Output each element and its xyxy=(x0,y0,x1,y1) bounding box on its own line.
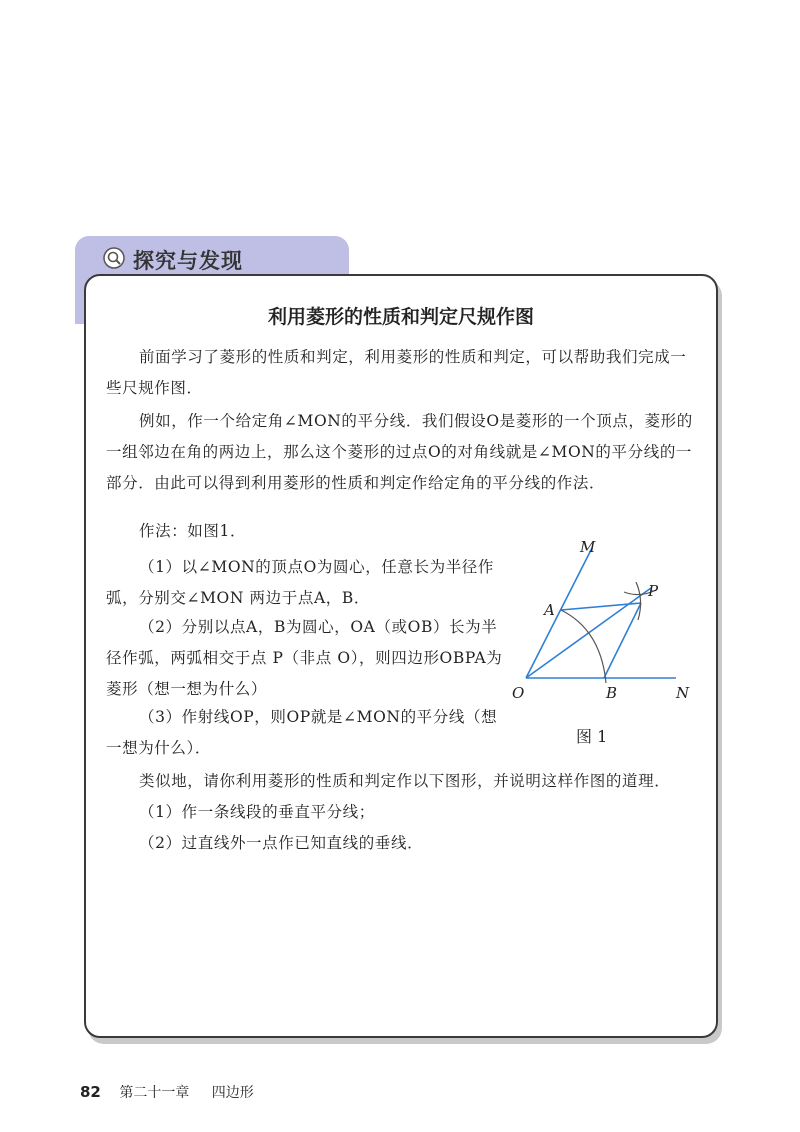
magnifier-icon xyxy=(103,247,125,269)
label-b: B xyxy=(606,684,618,702)
label-m: M xyxy=(580,538,596,556)
paragraph-exercise-2: （2）过直线外一点作已知直线的垂线． xyxy=(139,834,424,852)
label-o: O xyxy=(512,684,525,702)
paragraph-exercise: 类似地，请你利用菱形的性质和判定作以下图形，并说明这样作图的道理． xyxy=(139,772,671,790)
angle-bisector-figure xyxy=(506,538,706,738)
paragraph-step-3: （3）作射线OP，则OP就是∠MON的平分线（想一想为什么）． xyxy=(106,708,498,757)
section-tab-title: 探究与发现 xyxy=(133,249,243,273)
paragraph-method-title: 作法：如图1． xyxy=(139,522,247,540)
side-ap xyxy=(561,603,641,610)
paragraph-exercise-1: （1）作一条线段的垂直平分线； xyxy=(139,803,375,821)
panel-heading: 利用菱形的性质和判定尺规作图 xyxy=(267,306,534,328)
label-p: P xyxy=(648,582,659,600)
paragraph-intro: 前面学习了菱形的性质和判定，利用菱形的性质和判定，可以帮助我们完成一些尺规作图． xyxy=(106,348,687,397)
chapter-title: 四边形 xyxy=(211,1085,254,1101)
label-a: A xyxy=(544,601,555,619)
chapter-number: 第二十一章 xyxy=(119,1085,190,1101)
figure-caption: 图 1 xyxy=(576,727,608,746)
arc-near-p-2 xyxy=(636,582,641,620)
arc-center-o xyxy=(561,610,606,683)
page-number: 82 xyxy=(80,1083,101,1101)
label-n: N xyxy=(676,684,690,702)
paragraph-step-1: （1）以∠MON的顶点O为圆心，任意长为半径作弧，分别交∠MON 两边于点A，B． xyxy=(106,558,494,607)
ray-om xyxy=(526,548,592,678)
page-footer xyxy=(80,1082,254,1102)
paragraph-step-2: （2）分别以点A，B为圆心，OA（或OB）长为半径作弧，两弧相交于点 P（非点 O），则四边形OBPA为菱形（想一想为什么） xyxy=(106,618,503,698)
content-panel xyxy=(84,274,718,1038)
paragraph-example: 例如，作一个给定角∠MON的平分线．我们假设O是菱形的一个顶点，菱形的一组邻边在角的两边上，那么这个菱形的过点O的对角线就是∠MON的平分线的一部分．由此可以得到利用菱形的性质和判定作给定角的平分线的作法． xyxy=(106,412,693,492)
side-bp xyxy=(604,603,641,678)
